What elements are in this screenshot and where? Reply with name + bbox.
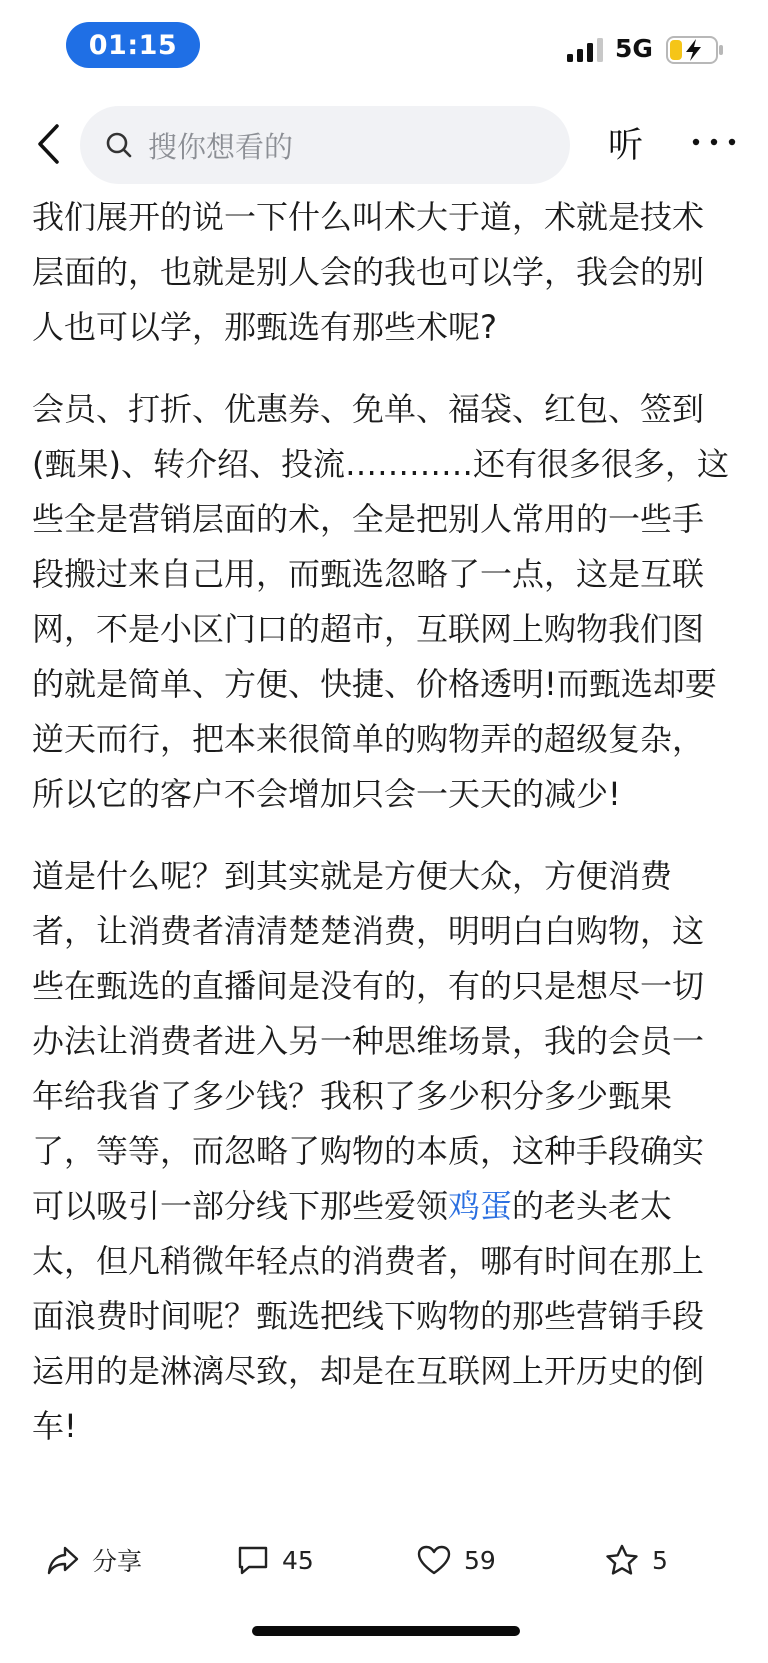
comment-icon <box>236 1544 270 1576</box>
more-dots-icon[interactable] <box>690 122 738 162</box>
heart-icon <box>416 1544 452 1576</box>
search-icon <box>104 130 134 160</box>
action-bar <box>0 1530 768 1590</box>
home-indicator <box>252 1626 520 1636</box>
chevron-left-icon <box>35 123 61 165</box>
favorite-button[interactable] <box>604 1530 668 1590</box>
search-input[interactable] <box>80 106 570 184</box>
paragraph-text: 道是什么呢？到其实就是方便大众，方便消费者，让消费者清清楚楚消费，明明白白购物，这些在甄选的直播间是没有的，有的只是想尽一切办法让消费者进入另一种思维场景，我的会员一年给我省了多少钱？我积了多少积分多少甄果了，等等，而忽略了购物的本质，这种手段确实可以吸引一部分线下那些爱领 <box>32 857 705 1225</box>
share-label: 分享 <box>92 1547 143 1576</box>
paragraph-text: 的老头老太太，但凡稍微年轻点的消费者，哪有时间在那上面浪费时间呢？甄选把线下购物的那些营销手段运用的是淋漓尽致，却是在互联网上开历史的倒车! <box>32 1187 705 1445</box>
article-paragraph: 会员、打折、优惠券、免单、福袋、红包、签到 (甄果)、转介绍、投流…………还有很多很多，这些全是营销层面的术，全是把别人常用的一些手段搬过来自己用，而甄选忽略了一点，这是互联网，不是小区门口的超市，互联网上购物我们图的就是简单、方便、快捷、价格透明!而甄选却要逆天而行，把本来很简单的购物弄的超级复杂，所以它的客户不会增加只会一天天的减少! <box>32 390 729 813</box>
share-icon <box>46 1544 80 1576</box>
share-button[interactable] <box>46 1530 142 1590</box>
cellular-signal-icon <box>567 38 605 62</box>
listen-button[interactable]: 听 <box>608 126 644 166</box>
battery-charging-icon <box>666 36 724 64</box>
back-button[interactable] <box>26 118 70 170</box>
search-placeholder: 搜你想看的 <box>148 129 294 164</box>
keyword-link[interactable]: 鸡蛋 <box>448 1187 513 1225</box>
status-bar <box>0 0 768 92</box>
star-icon <box>604 1543 640 1577</box>
article-paragraph <box>32 849 732 1454</box>
like-count: 59 <box>464 1545 496 1575</box>
status-time: 01:15 <box>66 22 200 68</box>
comment-count: 45 <box>282 1545 314 1575</box>
comment-button[interactable] <box>236 1530 314 1590</box>
network-type: 5G <box>615 34 653 63</box>
article-paragraph: 我们展开的说一下什么叫术大于道，术就是技术层面的，也就是别人会的我也可以学，我会的别人也可以学，那甄选有那些术呢? <box>32 198 705 346</box>
top-nav <box>0 100 768 188</box>
article-body <box>32 190 732 1481</box>
favorite-count: 5 <box>652 1545 668 1575</box>
like-button[interactable] <box>416 1530 496 1590</box>
